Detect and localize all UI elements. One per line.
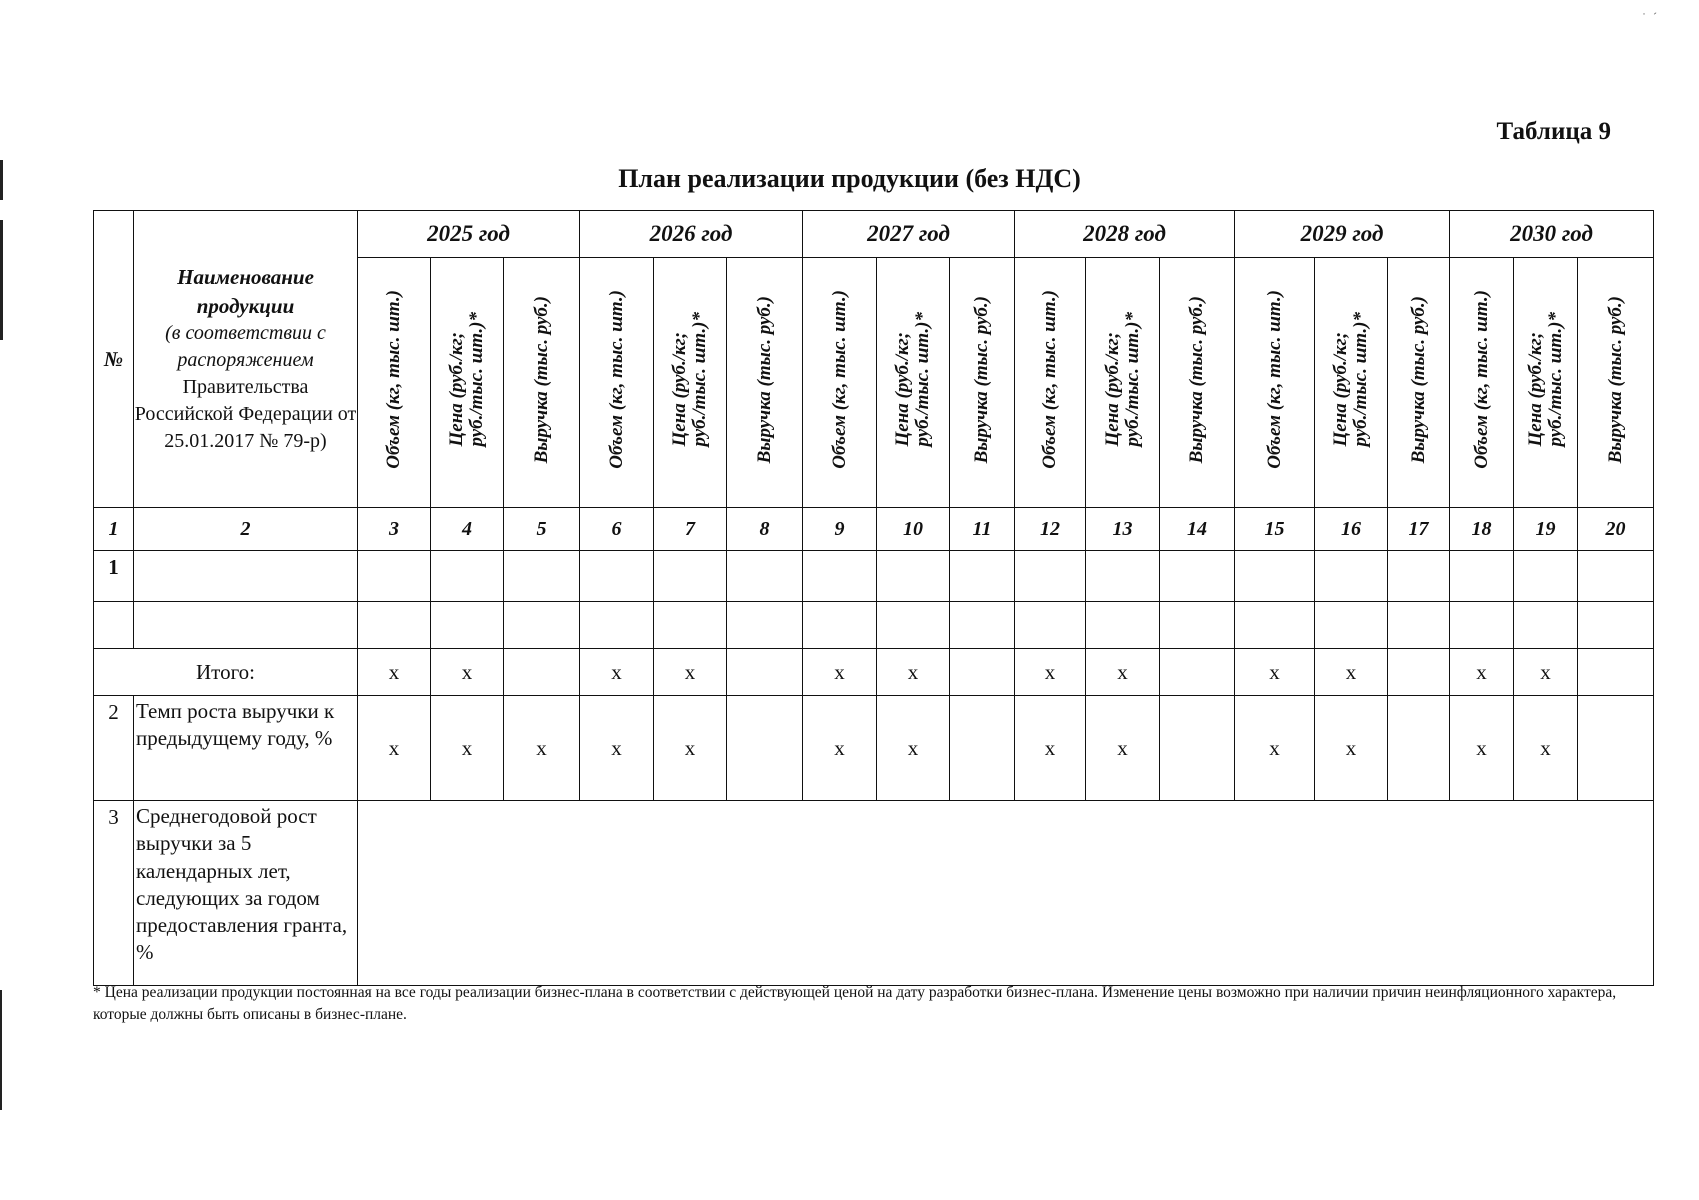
column-number: 16: [1315, 508, 1388, 551]
column-number: 20: [1578, 508, 1654, 551]
table-cell: [1160, 602, 1235, 649]
table-cell: [950, 551, 1015, 602]
table-cell: [1388, 696, 1450, 801]
year-header-2029: 2029 год: [1235, 211, 1450, 258]
growth-label: Темп роста выручки к предыдущему году, %: [134, 696, 358, 801]
table-cell: [1086, 551, 1160, 602]
na-mark: х: [580, 696, 654, 801]
table-cell: [1015, 551, 1086, 602]
sales-plan-table: [93, 210, 1654, 986]
table-title: План реализации продукции (без НДС): [618, 164, 1081, 193]
table-cell: [803, 602, 877, 649]
column-number: 11: [950, 508, 1015, 551]
column-number: 17: [1388, 508, 1450, 551]
table-cell: [1578, 696, 1654, 801]
row-index: 1: [94, 551, 134, 602]
na-mark: х: [654, 696, 727, 801]
column-number: 7: [654, 508, 727, 551]
average-growth-row: [94, 801, 1654, 986]
table-cell: [1450, 551, 1514, 602]
na-mark: х: [431, 649, 504, 696]
table-cell: [358, 551, 431, 602]
subheader-price: Цена (руб./кг; руб./тыс. шт.)*: [1514, 258, 1578, 508]
column-number: 5: [504, 508, 580, 551]
na-mark: х: [654, 649, 727, 696]
subheader-price: Цена (руб./кг; руб./тыс. шт.)*: [431, 258, 504, 508]
subheader-revenue: Выручка (тыс. руб.): [1578, 258, 1654, 508]
table-cell: [950, 602, 1015, 649]
column-number: 19: [1514, 508, 1578, 551]
column-number: 3: [358, 508, 431, 551]
table-cell: [504, 649, 580, 696]
subheader-volume: Объем (кг, тыс. шт.): [1235, 258, 1315, 508]
table-cell: [727, 602, 803, 649]
table-cell: [504, 602, 580, 649]
subheader-volume: Объем (кг, тыс. шт.): [1015, 258, 1086, 508]
na-mark: х: [580, 649, 654, 696]
column-number: 10: [877, 508, 950, 551]
column-number: 9: [803, 508, 877, 551]
subheader-price: Цена (руб./кг; руб./тыс. шт.)*: [654, 258, 727, 508]
na-mark: х: [431, 696, 504, 801]
na-mark: х: [1315, 696, 1388, 801]
na-mark: х: [803, 649, 877, 696]
year-header-2026: 2026 год: [580, 211, 803, 258]
table-cell: [94, 602, 134, 649]
table-cell: [358, 602, 431, 649]
table-cell: [1015, 602, 1086, 649]
table-cell: [431, 551, 504, 602]
table-cell: [1315, 602, 1388, 649]
table-cell: [431, 602, 504, 649]
column-header-name: [134, 211, 358, 508]
table-cell: [1086, 602, 1160, 649]
table-cell: [1514, 602, 1578, 649]
column-header-name-italic: (в соответствии с распоряжением: [165, 321, 326, 371]
table-cell: [1514, 551, 1578, 602]
subheader-volume: Объем (кг, тыс. шт.): [580, 258, 654, 508]
table-cell: [654, 551, 727, 602]
table-cell: [1160, 551, 1235, 602]
na-mark: х: [1235, 649, 1315, 696]
subheader-volume: Объем (кг, тыс. шт.): [1450, 258, 1514, 508]
column-number: 2: [134, 508, 358, 551]
table-cell: [1578, 649, 1654, 696]
product-row: [94, 551, 1654, 602]
column-number: 13: [1086, 508, 1160, 551]
subheader-revenue: Выручка (тыс. руб.): [1160, 258, 1235, 508]
na-mark: х: [803, 696, 877, 801]
table-cell: [580, 602, 654, 649]
na-mark: х: [1086, 696, 1160, 801]
na-mark: х: [358, 696, 431, 801]
table-cell: [1315, 551, 1388, 602]
subheader-price: Цена (руб./кг; руб./тыс. шт.)*: [877, 258, 950, 508]
na-mark: х: [877, 649, 950, 696]
na-mark: х: [1235, 696, 1315, 801]
subheader-price: Цена (руб./кг; руб./тыс. шт.)*: [1315, 258, 1388, 508]
row-index: 3: [94, 801, 134, 986]
column-number: 18: [1450, 508, 1514, 551]
total-label: Итого:: [94, 649, 358, 696]
subheader-volume: Объем (кг, тыс. шт.): [358, 258, 431, 508]
table-cell: [1388, 602, 1450, 649]
table-cell: [727, 649, 803, 696]
column-number: 4: [431, 508, 504, 551]
na-mark: х: [504, 696, 580, 801]
table-cell: [1160, 649, 1235, 696]
na-mark: х: [358, 649, 431, 696]
table-cell: [1235, 551, 1315, 602]
table-cell: [654, 602, 727, 649]
column-number: 12: [1015, 508, 1086, 551]
table-cell: [134, 551, 358, 602]
na-mark: х: [1015, 696, 1086, 801]
table-cell: [504, 551, 580, 602]
subheader-revenue: Выручка (тыс. руб.): [950, 258, 1015, 508]
table-number: Таблица 9: [1496, 118, 1611, 145]
footnote: * Цена реализации продукции постоянная на все годы реализации бизнес-плана в соответствии с действующей ценой на дату разработки бизнес-плана. Изменение цены возможно при наличии причин неинфляционного характера, которые должны быть описаны в бизнес-плане.: [93, 984, 1617, 1024]
na-mark: х: [1086, 649, 1160, 696]
table-cell: [877, 551, 950, 602]
column-header-name-bold: Наименование продукции: [177, 265, 314, 318]
na-mark: х: [1315, 649, 1388, 696]
subheader-revenue: Выручка (тыс. руб.): [1388, 258, 1450, 508]
column-number: 8: [727, 508, 803, 551]
na-mark: х: [1514, 696, 1578, 801]
row-index: 2: [94, 696, 134, 801]
column-header-no: №: [94, 211, 134, 508]
table-cell: [1578, 602, 1654, 649]
table-cell: [1388, 649, 1450, 696]
scan-edge-mark: [0, 990, 2, 1110]
table-cell: [1388, 551, 1450, 602]
table-cell: [950, 649, 1015, 696]
table-cell: [877, 602, 950, 649]
column-number: 1: [94, 508, 134, 551]
year-header-2030: 2030 год: [1450, 211, 1654, 258]
year-header-row: [94, 211, 1654, 258]
table-cell: [1450, 602, 1514, 649]
subheader-volume: Объем (кг, тыс. шт.): [803, 258, 877, 508]
product-row-empty: [94, 602, 1654, 649]
subheader-price: Цена (руб./кг; руб./тыс. шт.)*: [1086, 258, 1160, 508]
subheader-revenue: Выручка (тыс. руб.): [504, 258, 580, 508]
table-cell: [1235, 602, 1315, 649]
average-growth-label: Среднегодовой рост выручки за 5 календарных лет, следующих за годом предоставления гранта, %: [134, 801, 358, 986]
scan-corner-mark: ˙ ˊ: [1642, 10, 1659, 24]
table-cell: [727, 551, 803, 602]
na-mark: х: [1450, 696, 1514, 801]
subheader-revenue: Выручка (тыс. руб.): [727, 258, 803, 508]
column-number: 15: [1235, 508, 1315, 551]
table-cell: [803, 551, 877, 602]
year-header-2028: 2028 год: [1015, 211, 1235, 258]
na-mark: х: [1514, 649, 1578, 696]
table-cell: [1160, 696, 1235, 801]
table-cell: [950, 696, 1015, 801]
column-number: 14: [1160, 508, 1235, 551]
na-mark: х: [1015, 649, 1086, 696]
table-cell: [727, 696, 803, 801]
table-cell: [580, 551, 654, 602]
na-mark: х: [877, 696, 950, 801]
average-growth-value-cell: [358, 801, 1654, 986]
column-number-row: [94, 508, 1654, 551]
year-header-2025: 2025 год: [358, 211, 580, 258]
total-row: [94, 649, 1654, 696]
na-mark: х: [1450, 649, 1514, 696]
table-cell: [134, 602, 358, 649]
year-header-2027: 2027 год: [803, 211, 1015, 258]
column-number: 6: [580, 508, 654, 551]
scan-edge-mark: [0, 220, 3, 340]
column-header-name-plain: Правительства Российской Федерации от 25.01.2017 № 79-р): [134, 375, 357, 452]
growth-row: [94, 696, 1654, 801]
table-cell: [1578, 551, 1654, 602]
